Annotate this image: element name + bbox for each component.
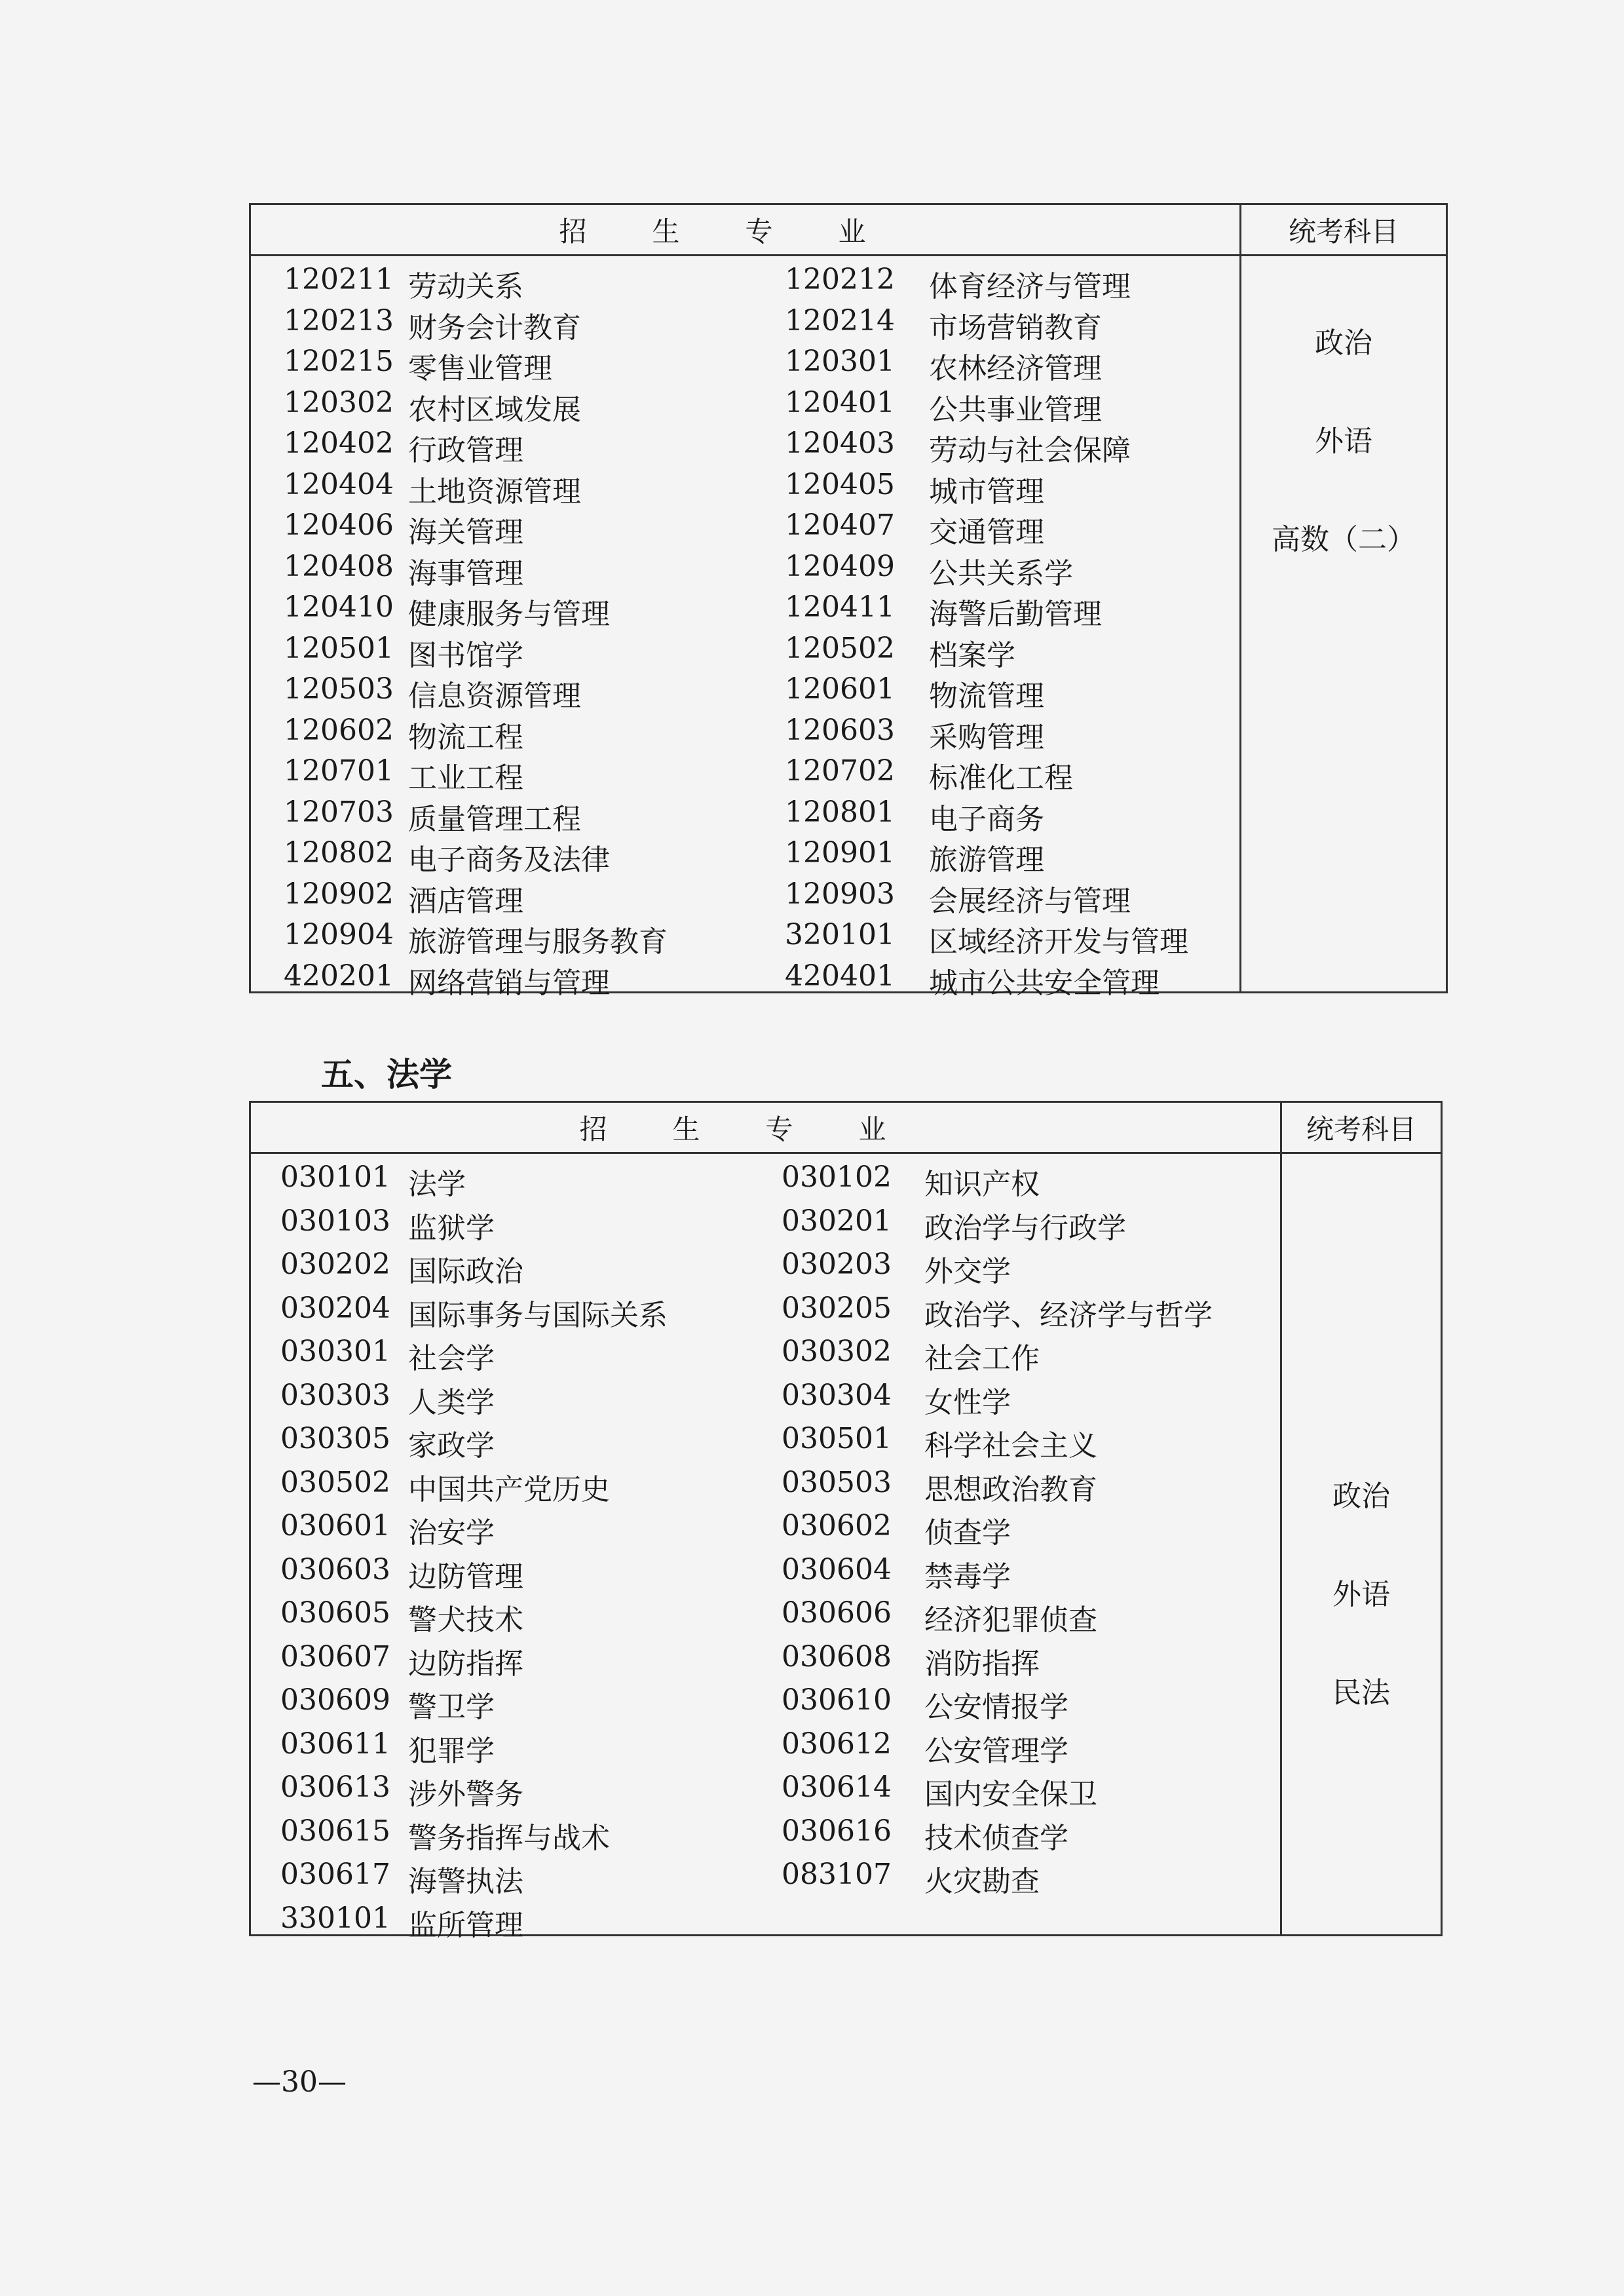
major-code: 030605 [280,1596,390,1630]
major-code: 120302 [284,385,394,419]
major-code: 030302 [782,1335,892,1368]
major-code: 120903 [785,877,895,911]
major-name: 社会工作 [924,1342,1040,1375]
major-code: 030611 [280,1727,390,1761]
table-row [251,1379,1280,1423]
major-code: 030202 [280,1248,390,1281]
major-name: 火灾勘查 [924,1865,1040,1898]
major-code: 120403 [785,427,895,460]
major-code: 120411 [785,590,895,624]
major-name: 海警执法 [408,1865,523,1898]
table-row [251,754,1239,795]
major-name: 技术侦查学 [924,1821,1068,1855]
exam-subject: 民法 [1332,1676,1390,1710]
table-row [251,508,1239,550]
major-name: 海事管理 [408,556,523,590]
major-code: 030610 [782,1683,892,1717]
major-code: 120601 [785,672,895,706]
major-name: 行政管理 [408,434,523,467]
major-name: 旅游管理与服务教育 [408,925,668,959]
table-row [251,590,1239,632]
major-name: 国际事务与国际关系 [408,1298,668,1332]
major-name: 海关管理 [408,516,523,549]
table-row [251,1335,1280,1379]
major-code: 120402 [284,427,394,460]
major-code: 030603 [280,1552,390,1586]
header-exam-subjects: 统考科目 [1239,205,1446,254]
table-row [251,836,1239,877]
table-row [251,1466,1280,1510]
major-code: 120904 [284,918,394,951]
table-row [251,1902,1280,1945]
major-code: 320101 [785,918,895,951]
table-row [251,1160,1280,1204]
major-name: 零售业管理 [408,352,552,385]
table-row [251,1727,1280,1771]
major-name: 标准化工程 [929,761,1073,795]
major-name: 健康服务与管理 [408,598,610,631]
major-code: 030602 [782,1509,892,1542]
major-name: 网络营销与管理 [408,966,610,1000]
major-name: 电子商务 [929,802,1044,836]
table-row [251,1509,1280,1553]
major-code: 030609 [280,1683,390,1717]
major-name: 酒店管理 [408,884,523,918]
major-name: 城市公共安全管理 [929,966,1160,1000]
major-code: 120301 [785,345,895,378]
table-row [251,468,1239,509]
major-code: 120401 [785,385,895,419]
major-code: 030612 [782,1727,892,1761]
major-name: 禁毒学 [924,1559,1011,1594]
major-name: 国内安全保卫 [924,1778,1097,1811]
table-row [251,386,1239,427]
major-name: 旅游管理 [929,843,1044,877]
major-code: 120602 [284,713,394,747]
major-code: 030203 [782,1248,892,1281]
major-code: 030607 [280,1639,390,1674]
major-name: 知识产权 [924,1168,1040,1201]
majors-list [251,1154,1280,1942]
major-code: 030613 [280,1770,390,1804]
table-body [251,256,1446,1000]
table-row [251,1640,1280,1684]
major-code: 030502 [280,1465,390,1499]
major-name: 侦查学 [924,1516,1011,1550]
table-row [251,1858,1280,1902]
table-row [251,959,1239,1001]
major-code: 120406 [284,508,394,542]
major-code: 030305 [280,1422,390,1455]
major-code: 120405 [785,467,895,501]
major-name: 边防指挥 [408,1647,523,1681]
exam-subject: 政治 [1315,326,1372,360]
section-title-law: 五、法学 [321,1056,452,1094]
major-code: 030616 [782,1814,892,1848]
major-code: 120214 [785,303,895,337]
table-body [251,1154,1441,1942]
major-name: 家政学 [408,1429,495,1463]
majors-list [251,256,1239,1000]
table-row [251,632,1239,673]
major-name: 物流工程 [408,720,523,754]
table-row [251,1683,1280,1727]
major-name: 劳动关系 [408,270,523,303]
major-name: 体育经济与管理 [929,270,1131,303]
table-row [251,1248,1280,1292]
major-name: 劳动与社会保障 [929,434,1131,467]
table-row [251,714,1239,755]
major-code: 330101 [280,1901,390,1935]
exam-subject: 外语 [1315,425,1372,458]
major-code: 030205 [782,1291,892,1325]
table-row [251,918,1239,959]
major-code: 120211 [284,263,394,296]
table-row [251,1770,1280,1814]
major-name: 政治学、经济学与哲学 [924,1298,1213,1332]
major-name: 采购管理 [929,720,1044,754]
major-code: 030103 [280,1204,390,1238]
table-row [251,795,1239,837]
major-name: 犯罪学 [408,1734,495,1768]
major-name: 警卫学 [408,1691,495,1724]
major-name: 公安情报学 [924,1691,1068,1724]
major-code: 420401 [785,959,895,993]
major-code: 030102 [782,1160,892,1194]
major-name: 监狱学 [408,1211,495,1245]
exam-subjects-list [1280,1154,1441,1934]
table-row [251,304,1239,345]
major-name: 农村区域发展 [408,392,581,427]
major-code: 030304 [782,1378,892,1412]
table-row [251,345,1239,386]
major-code: 120407 [785,508,895,542]
major-name: 财务会计教育 [408,311,581,345]
major-name: 工业工程 [408,761,523,795]
major-code: 030604 [782,1552,892,1586]
table-row [251,263,1239,304]
major-name: 档案学 [929,638,1015,672]
major-name: 消防指挥 [924,1647,1040,1681]
table-row [251,1553,1280,1597]
major-code: 120409 [785,549,895,583]
major-name: 区域经济开发与管理 [929,925,1188,959]
major-name: 监所管理 [408,1908,523,1942]
major-code: 030201 [782,1204,892,1238]
major-code: 120502 [785,631,895,665]
table-row [251,1422,1280,1466]
exam-subject: 高数（二） [1272,523,1416,556]
major-code: 120212 [785,263,895,296]
major-code: 120501 [284,631,394,665]
major-code: 120701 [284,754,394,788]
major-name: 公共关系学 [929,556,1073,590]
exam-subject: 外语 [1332,1578,1390,1611]
major-code: 120215 [284,345,394,378]
major-name: 科学社会主义 [924,1429,1097,1463]
table-row [251,550,1239,591]
major-code: 030204 [280,1291,390,1325]
major-code: 120603 [785,713,895,747]
major-name: 警务指挥与战术 [408,1821,610,1855]
major-name: 交通管理 [929,516,1044,549]
major-code: 120901 [785,836,895,870]
major-name: 经济犯罪侦查 [924,1603,1097,1637]
major-code: 030617 [280,1858,390,1891]
exam-subjects-list [1239,256,1446,991]
header-majors: 招生专业 [559,215,932,248]
major-name: 法学 [408,1168,466,1201]
table-row [251,672,1239,714]
page-number: —30— [252,2065,347,2099]
major-code: 120902 [284,877,394,911]
major-code: 030501 [782,1422,892,1455]
major-name: 物流管理 [929,679,1044,713]
major-name: 外交学 [924,1255,1011,1288]
major-name: 边防管理 [408,1559,523,1594]
major-code: 120404 [284,467,394,501]
major-name: 公安管理学 [924,1734,1068,1768]
header-exam-subjects: 统考科目 [1280,1103,1441,1152]
major-name: 涉外警务 [408,1778,523,1811]
major-code: 030608 [782,1639,892,1674]
major-name: 农林经济管理 [929,352,1102,385]
major-code: 120213 [284,303,394,337]
major-name: 警犬技术 [408,1603,523,1637]
major-name: 政治学与行政学 [924,1211,1126,1245]
major-name: 海警后勤管理 [929,598,1102,631]
table-header [251,205,1446,256]
major-code: 030303 [280,1378,390,1412]
major-name: 城市管理 [929,474,1044,508]
major-code: 030615 [280,1814,390,1848]
majors-table-law [249,1101,1443,1942]
major-code: 120408 [284,549,394,583]
major-name: 女性学 [924,1385,1011,1419]
major-code: 420201 [284,959,394,993]
major-name: 人类学 [408,1385,495,1419]
major-name: 国际政治 [408,1255,523,1288]
major-code: 030601 [280,1509,390,1542]
exam-subject: 政治 [1332,1480,1390,1513]
table-row [251,1204,1280,1248]
table-row [251,427,1239,468]
table-row [251,1596,1280,1640]
major-code: 120703 [284,795,394,829]
table-row [251,877,1239,919]
major-code: 030606 [782,1596,892,1630]
major-name: 市场营销教育 [929,311,1102,345]
major-code: 030503 [782,1465,892,1499]
header-majors: 招生专业 [579,1113,952,1145]
major-name: 图书馆学 [408,638,523,672]
major-name: 治安学 [408,1516,495,1550]
major-name: 电子商务及法律 [408,843,610,877]
major-code: 120503 [284,672,394,706]
major-code: 120802 [284,836,394,870]
table-row [251,1292,1280,1335]
major-name: 中国共产党历史 [408,1472,610,1506]
table-header [251,1103,1441,1154]
major-code: 120801 [785,795,895,829]
major-code: 030614 [782,1770,892,1804]
major-name: 质量管理工程 [408,802,581,836]
major-name: 会展经济与管理 [929,884,1131,918]
major-code: 120702 [785,754,895,788]
majors-table-management [249,203,1448,1000]
table-row [251,1814,1280,1858]
major-code: 120410 [284,590,394,624]
major-name: 公共事业管理 [929,392,1102,427]
major-name: 社会学 [408,1342,495,1375]
major-name: 信息资源管理 [408,679,581,713]
major-name: 思想政治教育 [924,1472,1097,1506]
major-code: 030301 [280,1335,390,1368]
major-code: 030101 [280,1160,390,1194]
major-name: 土地资源管理 [408,474,581,508]
major-code: 083107 [782,1858,892,1891]
